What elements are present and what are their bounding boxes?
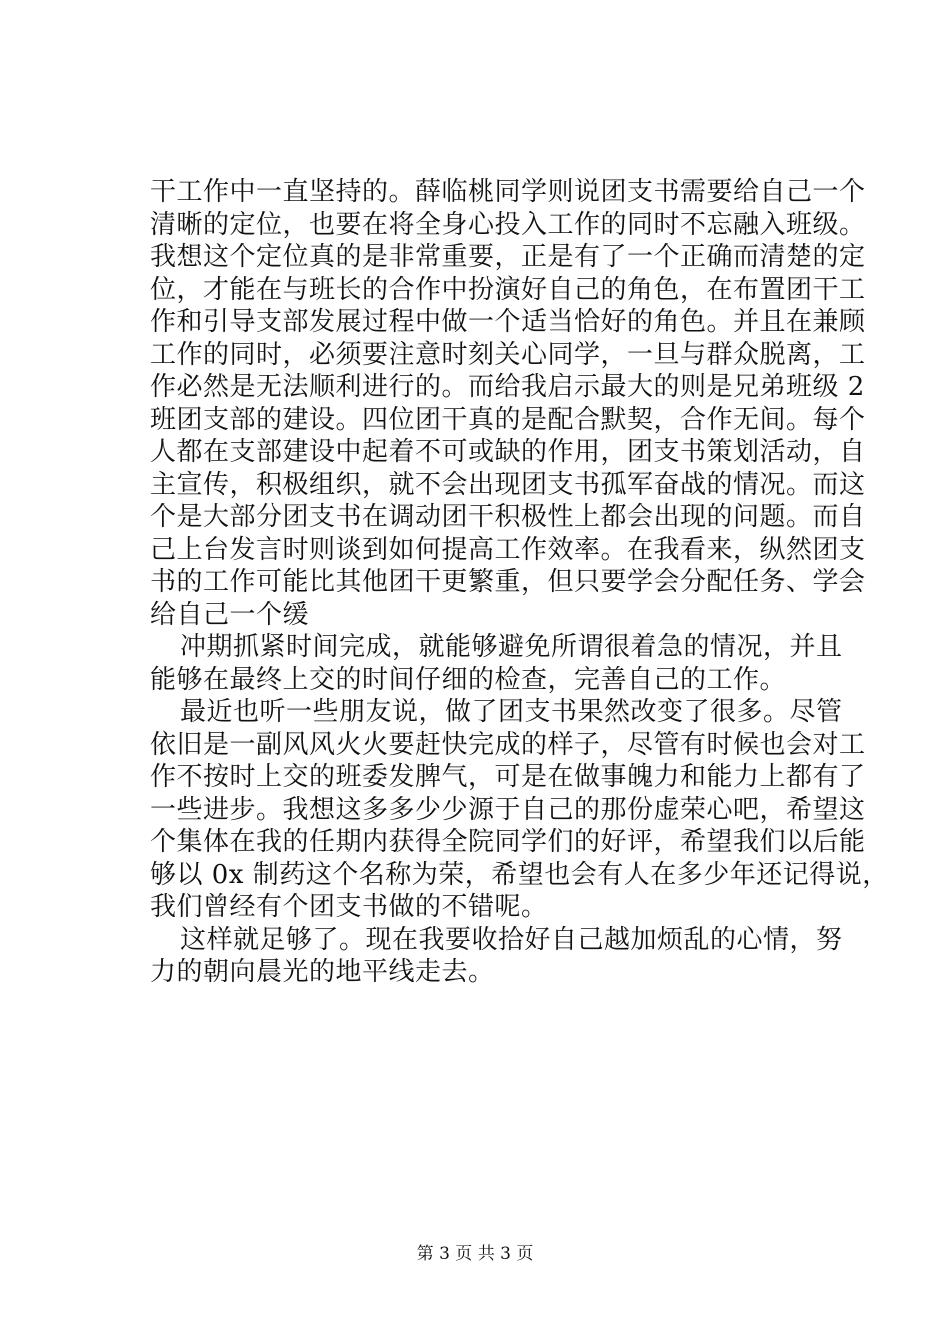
text-line: 班团支部的建设。四位团干真的是配合默契，合作无间。每个 (150, 404, 866, 435)
text-line: 我们曾经有个团支书做的不错呢。 (150, 892, 548, 922)
text-line: 己上台发言时则谈到如何提高工作效率。在我看来，纵然团支 (150, 534, 866, 565)
paragraph-start-line: 这样就足够了。现在我要收拾好自己越加烦乱的心情，努 (180, 924, 843, 955)
text-line: 作和引导支部发展过程中做一个适当恰好的角色。并且在兼顾 (150, 307, 866, 337)
text-line: 一些进步。我想这多多少少源于自己的那份虚荣心吧，希望这 (150, 794, 866, 825)
text-line: 主宣传，积极组织，就不会出现团支书孤军奋战的情况。而这 (150, 469, 866, 500)
text-line: 能够在最终上交的时间仔细的检查，完善自己的工作。 (150, 664, 787, 695)
text-line: 工作的同时，必须要注意时刻关心同学，一旦与群众脱离，工 (150, 339, 866, 370)
text-line: 干工作中一直坚持的。薛临桃同学则说团支书需要给自己一个 (150, 177, 866, 207)
text-line: 力的朝向晨光的地平线走去。 (150, 957, 495, 987)
text-line: 位，才能在与班长的合作中扮演好自己的角色，在布置团干工 (150, 274, 866, 305)
page-number-footer: 第 3 页 共 3 页 (416, 1244, 534, 1264)
text-line: 我想这个定位真的是非常重要，正是有了一个正确而清楚的定 (150, 242, 866, 272)
text-line: 够以 0x 制药这个名称为荣，希望也会有人在多少年还记得说， (150, 859, 889, 890)
text-line: 依旧是一副风风火火要赶快完成的样子，尽管有时候也会对工 (150, 729, 866, 760)
paragraph-start-line: 冲期抓紧时间完成，就能够避免所谓很着急的情况，并且 (180, 632, 843, 662)
text-line: 个是大部分团支书在调动团干积极性上都会出现的问题。而自 (150, 502, 866, 532)
text-line: 作不按时上交的班委发脾气，可是在做事魄力和能力上都有了 (150, 762, 866, 792)
text-line: 个集体在我的任期内获得全院同学们的好评，希望我们以后能 (150, 827, 866, 857)
text-line: 清晰的定位，也要在将全身心投入工作的同时不忘融入班级。 (150, 209, 866, 240)
text-line: 给自己一个缓 (150, 599, 310, 630)
document-body (150, 176, 889, 989)
text-line: 书的工作可能比其他团干更繁重，但只要学会分配任务、学会 (150, 567, 866, 597)
paragraph-start-line: 最近也听一些朋友说，做了团支书果然改变了很多。尽管 (180, 697, 843, 727)
text-line: 作必然是无法顺利进行的。而给我启示最大的则是兄弟班级 2 (150, 372, 865, 402)
text-line: 人都在支部建设中起着不可或缺的作用，团支书策划活动，自 (150, 437, 866, 467)
